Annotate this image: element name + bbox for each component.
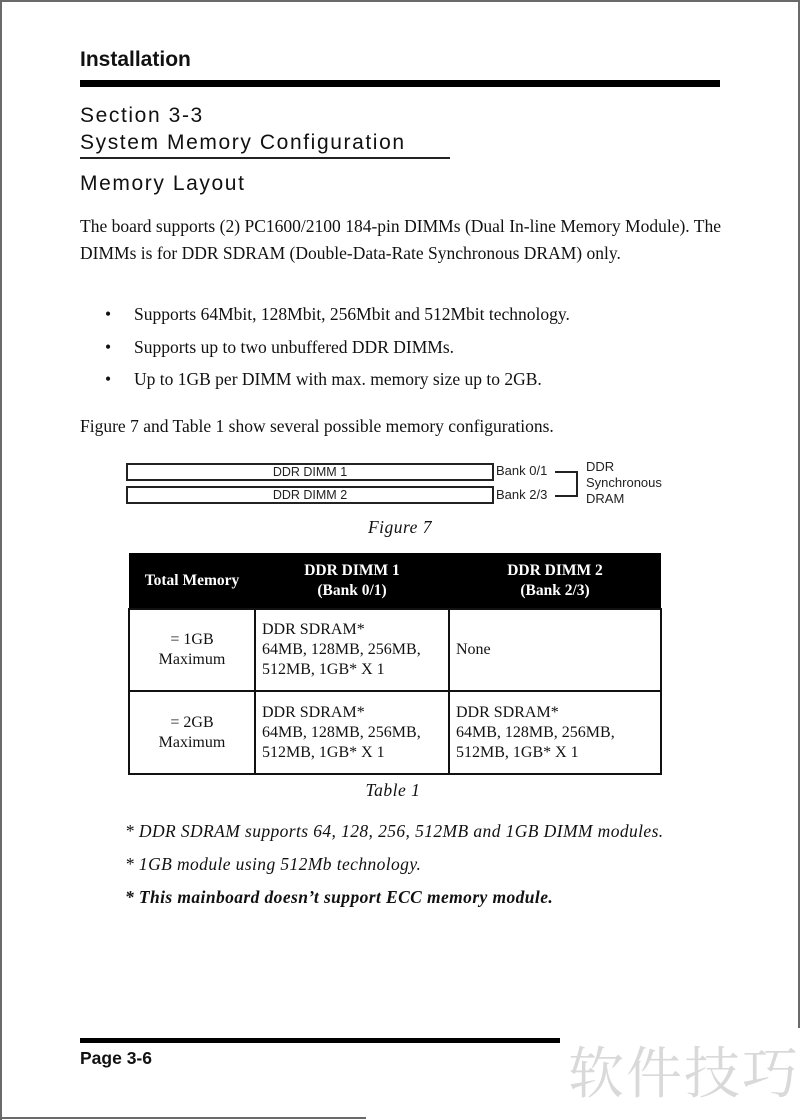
column-header-dimm1: DDR DIMM 1 (Bank 0/1) <box>255 553 449 609</box>
bullet-icon: • <box>105 336 112 357</box>
feature-list-item <box>80 298 720 331</box>
figure-intro-text: Figure 7 and Table 1 show several possible memory configurations. <box>80 416 554 436</box>
feature-list <box>80 298 720 396</box>
memory-type-line: DDR <box>586 459 615 474</box>
memory-type-label <box>586 459 662 507</box>
bracket-connector-bottom <box>555 495 578 497</box>
page-number: Page 3-6 <box>80 1048 152 1068</box>
feature-text: Up to 1GB per DIMM with max. memory size up to 2GB. <box>134 369 542 389</box>
cell-dimm1: DDR SDRAM* 64MB, 128MB, 256MB, 512MB, 1GB* X 1 <box>255 691 449 774</box>
bullet-icon: • <box>105 369 112 389</box>
intro-paragraph: The board supports (2) PC1600/2100 184-pin DIMMs (Dual In-line Memory Module). The DIMMs is for DDR SDRAM (Double-Data-Rate Synchronous DRAM) only. <box>80 216 721 263</box>
section-title: System Memory Configuration <box>80 131 406 154</box>
bracket-connector-top <box>555 471 578 473</box>
bank-label-1: Bank 0/1 <box>496 463 548 478</box>
feature-list-item <box>80 331 720 364</box>
dimm-slot-1: DDR DIMM 1 <box>126 463 494 481</box>
dimm-layout-diagram <box>124 458 684 510</box>
memory-type-line: DRAM <box>586 491 625 506</box>
page-border-bottom <box>0 1117 366 1119</box>
cell-total-memory: = 2GB Maximum <box>129 691 255 774</box>
table-caption: Table 1 <box>365 780 421 800</box>
chapter-rule <box>80 80 720 87</box>
memory-type-line: Synchronous <box>586 475 662 490</box>
memory-configuration-table <box>128 553 662 775</box>
feature-text: Supports up to two unbuffered DDR DIMMs. <box>134 336 455 357</box>
cell-dimm2: DDR SDRAM* 64MB, 128MB, 256MB, 512MB, 1GB* X 1 <box>449 691 661 774</box>
table-row <box>129 691 661 774</box>
watermark-text: 软件技巧 <box>568 1042 800 1107</box>
chapter-title: Installation <box>80 48 191 71</box>
cell-total-memory: = 1GB Maximum <box>129 609 255 691</box>
column-header-dimm2: DDR DIMM 2 (Bank 2/3) <box>449 553 661 609</box>
section-number: Section 3-3 <box>80 104 204 127</box>
section-title-underline <box>80 157 450 159</box>
table-row <box>129 609 661 691</box>
bank-label-2: Bank 2/3 <box>496 487 548 502</box>
footnote-1gb-technology: * 1GB module using 512Mb technology. <box>125 854 422 874</box>
figure-caption: Figure 7 <box>367 517 433 537</box>
cell-dimm1: DDR SDRAM* 64MB, 128MB, 256MB, 512MB, 1GB* X 1 <box>255 609 449 691</box>
subsection-title: Memory Layout <box>80 172 246 195</box>
feature-list-item <box>80 363 720 396</box>
feature-text: Supports 64Mbit, 128Mbit, 256Mbit and 512Mbit technology. <box>134 304 570 324</box>
cell-dimm2: None <box>449 609 661 691</box>
bullet-icon: • <box>105 304 112 324</box>
footnote-module-sizes: * DDR SDRAM supports 64, 128, 256, 512MB and 1GB DIMM modules. <box>125 821 664 841</box>
footnote-ecc-warning: * This mainboard doesn’t support ECC memory module. <box>125 887 554 907</box>
bracket-connector-vertical <box>576 471 578 497</box>
table-header-row <box>129 553 661 609</box>
column-header-total-memory: Total Memory <box>129 553 255 609</box>
dimm-slot-2: DDR DIMM 2 <box>126 486 494 504</box>
